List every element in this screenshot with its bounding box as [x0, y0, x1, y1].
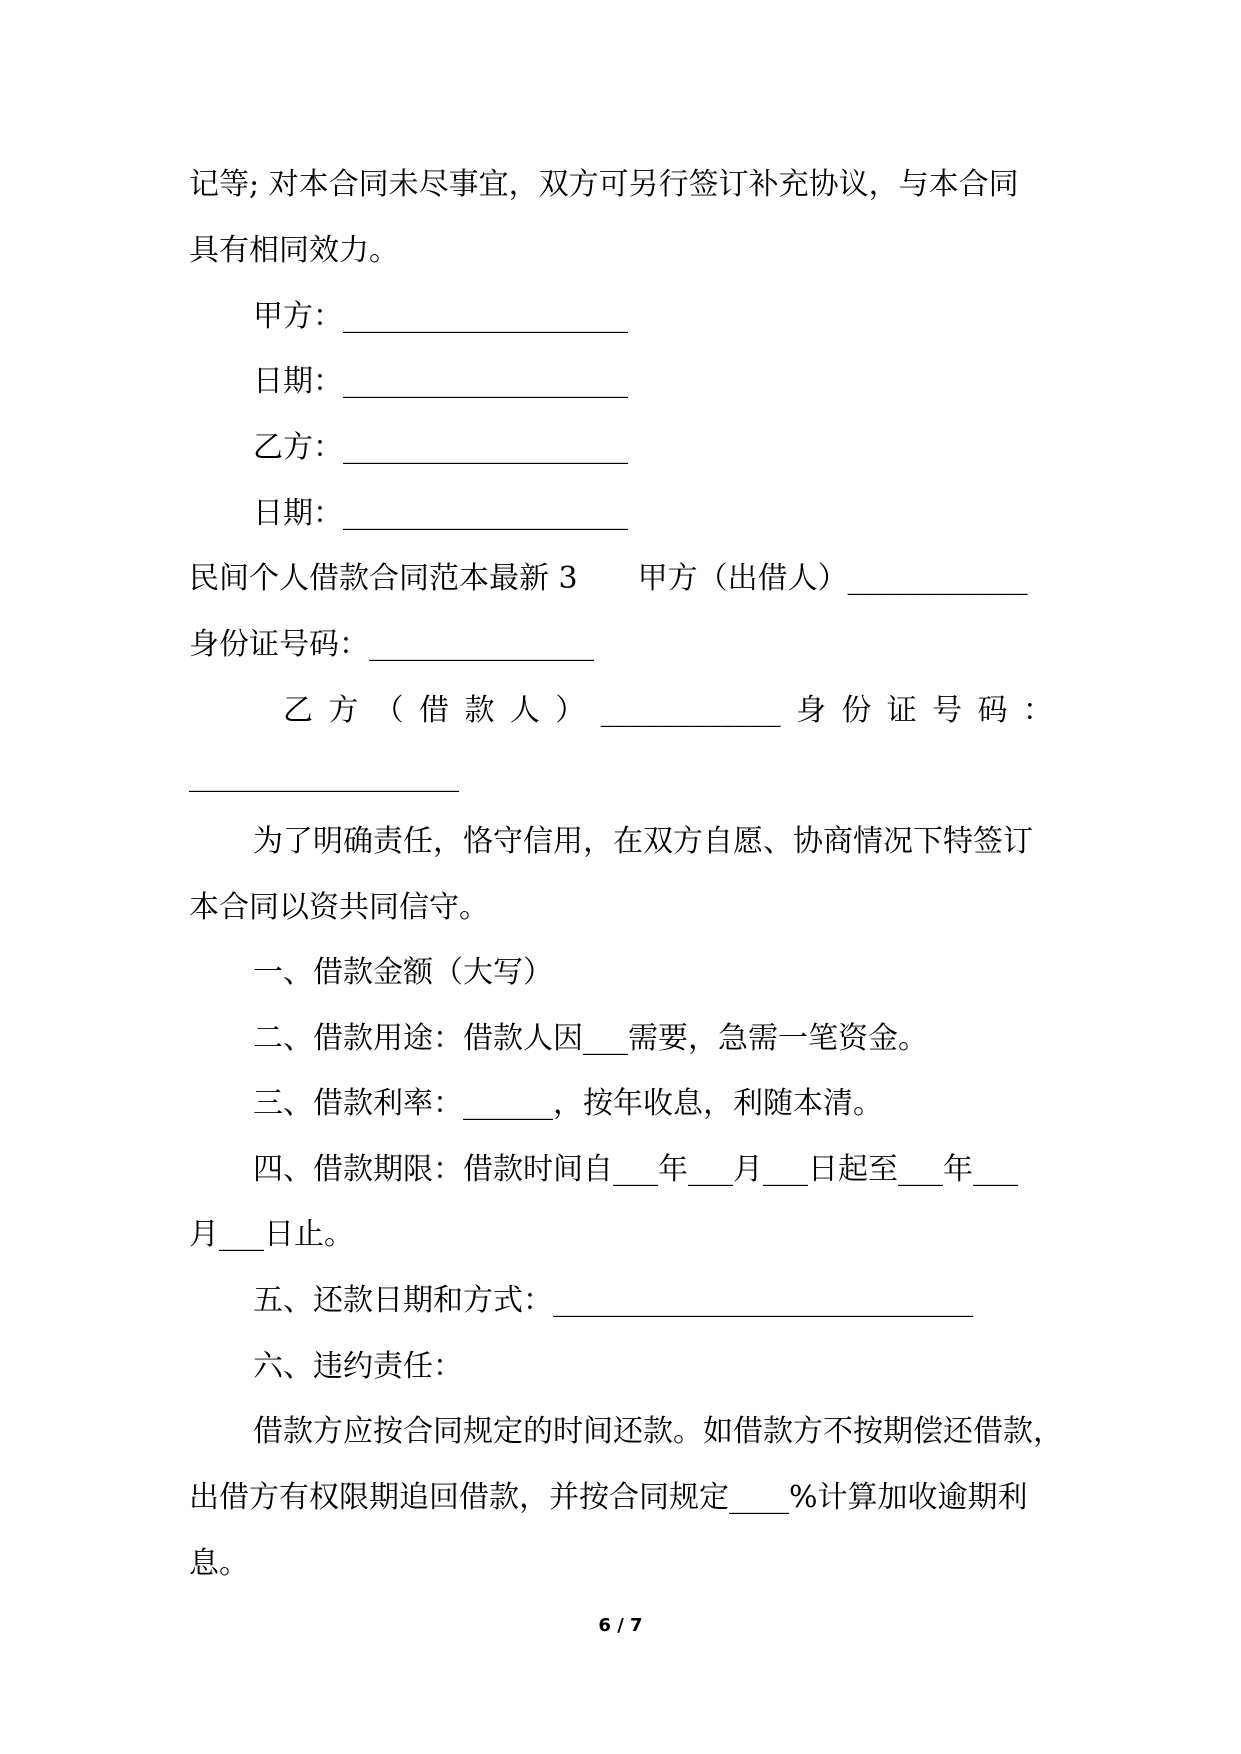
id-number-line: 身份证号码：_______________: [189, 627, 594, 662]
justified-char: 码: [977, 693, 1008, 728]
clause-4: 四、借款期限：借款时间自___年___月___日起至___年___: [253, 1152, 1018, 1187]
justified-blank: ____________: [600, 693, 781, 728]
justified-char: 证: [886, 693, 917, 728]
paragraph-line: 为了明确责任，恪守信用，在双方自愿、协商情况下特签订: [253, 824, 1033, 859]
borrower-line: [283, 691, 1053, 731]
justified-char: 借: [419, 693, 450, 728]
justified-char: 号: [932, 693, 963, 728]
clause-2: 二、借款用途：借款人因___需要，急需一笔资金。: [253, 1021, 928, 1056]
signature-party-b: 乙方：___________________: [253, 430, 628, 465]
blank-line: __________________: [189, 758, 459, 793]
justified-char: ：: [1022, 693, 1053, 728]
paragraph-line: 借款方应按合同规定的时间还款。如借款方不按期偿还借款，: [253, 1414, 1063, 1449]
justified-char: 人: [509, 693, 540, 728]
justified-char: 身: [796, 693, 826, 728]
paragraph-line: 出借方有权限期追回借款，并按合同规定____%计算加收逾期利: [189, 1480, 1028, 1515]
justified-char: 份: [841, 693, 872, 728]
page-number: 6 / 7: [598, 1615, 643, 1636]
section-heading: 民间个人借款合同范本最新 3 甲方（出借人）____________: [189, 561, 1028, 596]
justified-char: 款: [464, 693, 495, 728]
justified-char: 方: [328, 693, 359, 728]
clause-1: 一、借款金额（大写）: [253, 955, 553, 990]
clause-4-cont: 月___日止。: [189, 1217, 354, 1252]
paragraph-line: 本合同以资共同信守。: [189, 890, 489, 925]
justified-char: ）: [555, 693, 586, 728]
signature-party-a: 甲方：___________________: [253, 299, 628, 334]
paragraph-line: 息。: [189, 1546, 249, 1581]
paragraph-line: 记等; 对本合同未尽事宜，双方可另行签订补充协议，与本合同: [189, 167, 1019, 202]
clause-3: 三、借款利率：______，按年收息，利随本清。: [253, 1086, 883, 1121]
clause-5: 五、还款日期和方式：____________________________: [253, 1283, 973, 1318]
justified-char: 乙: [283, 693, 313, 728]
justified-char: （: [373, 693, 404, 728]
signature-date-a: 日期：___________________: [253, 364, 628, 399]
signature-date-b: 日期：___________________: [253, 496, 628, 531]
paragraph-line: 具有相同效力。: [189, 233, 399, 268]
clause-6: 六、违约责任：: [253, 1349, 463, 1384]
